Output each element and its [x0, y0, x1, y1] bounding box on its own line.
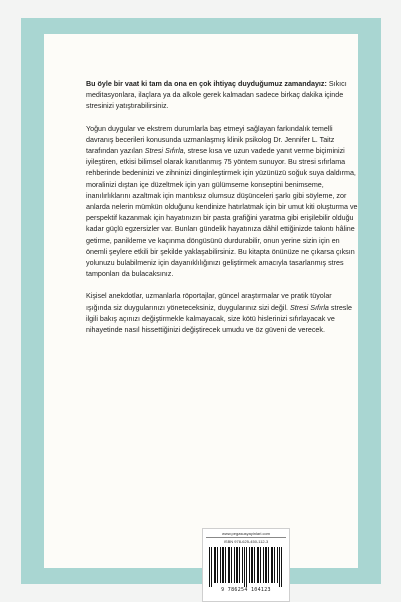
p2-part-b: , strese kısa ve uzun vadede yanıt verme biçiminizi iyileştiren, etkisi bilimsel olarak kanıtlanmış 75 yöntem sunuyor. Bu stresi sıfırlama rehberinde bedeninizi ve zihninizi dinginleştirmek için yüzünüzü soğuk suya daldırma, moralinizi dıştan içe düzeltmek için yarı gülümseme konseptini benimseme, inanılırlıklarını azaltmak için mantıksız olumsuz düşünceleri şarkı gibi söyleme, zor anlarda nelerin mümkün olduğunu kendinize hatırlatmak için bir umut kiti oluşturma ve perspektif kazanmak için hayatınızın bir pasta grafiğini yaratma gibi erişilebilir olduğu kadar güçlü egzersizler var. Bunları gündelik hayatınıza dâhil ettiğinizde takıntı hâline getirme, panikleme ve kaçınma döngüsünü durdurabilir, onun yerine sizin için en önemli şeylere etkili bir şekilde yaklaşabilirsiniz. Bu kitapta önünüze ne çıkarsa çıksın yolunuzu bulabilmeniz için dayanıklılığınızı geliştirmek amacıyla tasarlanmış stres tamponları da bulacaksınız.: [86, 147, 358, 279]
paragraph-closing: [86, 291, 358, 336]
p3-part-b: stresle ilgili bakış açınızı değiştirmekle kalmayacak, size kötü hislerinizi sıfırlayacak ve nihayetinde nasıl hissettiğinizi değiştirecek umudu ve öz güveni de verecek.: [86, 303, 352, 335]
publisher-url: www.pegasusyayinlari.com: [206, 531, 286, 538]
barcode-box: [202, 528, 290, 602]
book-title-italic: Stresi Sıfırla: [144, 147, 184, 156]
lead-rest: Sıkıcı meditasyonlara, ilaçlara ya da alkole gerek kalmadan sadece birkaç dakika içinde stresinizi yatıştırabilirsiniz.: [86, 80, 347, 111]
p3-part-a: Kişisel anekdotlar, uzmanlarla röportajlar, güncel araştırmalar ve pratik tüyolar ışığında siz duygularınızı yöneteceksiniz, duygularınız sizi değil.: [86, 292, 332, 312]
isbn-label: ISBN 978-625-450-112-3: [223, 539, 269, 544]
paragraph-lead: [86, 79, 358, 113]
book-title-italic-2: Stresi Sıfırla: [290, 303, 329, 312]
barcode-icon: [207, 547, 285, 587]
lead-sentence: Bu öyle bir vaat ki tam da ona en çok ihtiyaç duyduğumuz zamandayız:: [86, 80, 327, 88]
back-cover-text: [86, 79, 358, 336]
barcode-number: 9 786254 104123: [221, 587, 271, 593]
p2-part-a: Yoğun duygular ve ekstrem durumlarla baş etmeyi sağlayan farkındalık temelli davranış becerileri konusunda uzmanlaşmış klinik psikolog Dr. Jennifer L. Taitz tarafından yazılan: [86, 124, 335, 156]
paragraph-description: [86, 124, 358, 281]
back-cover-page: [44, 34, 358, 593]
